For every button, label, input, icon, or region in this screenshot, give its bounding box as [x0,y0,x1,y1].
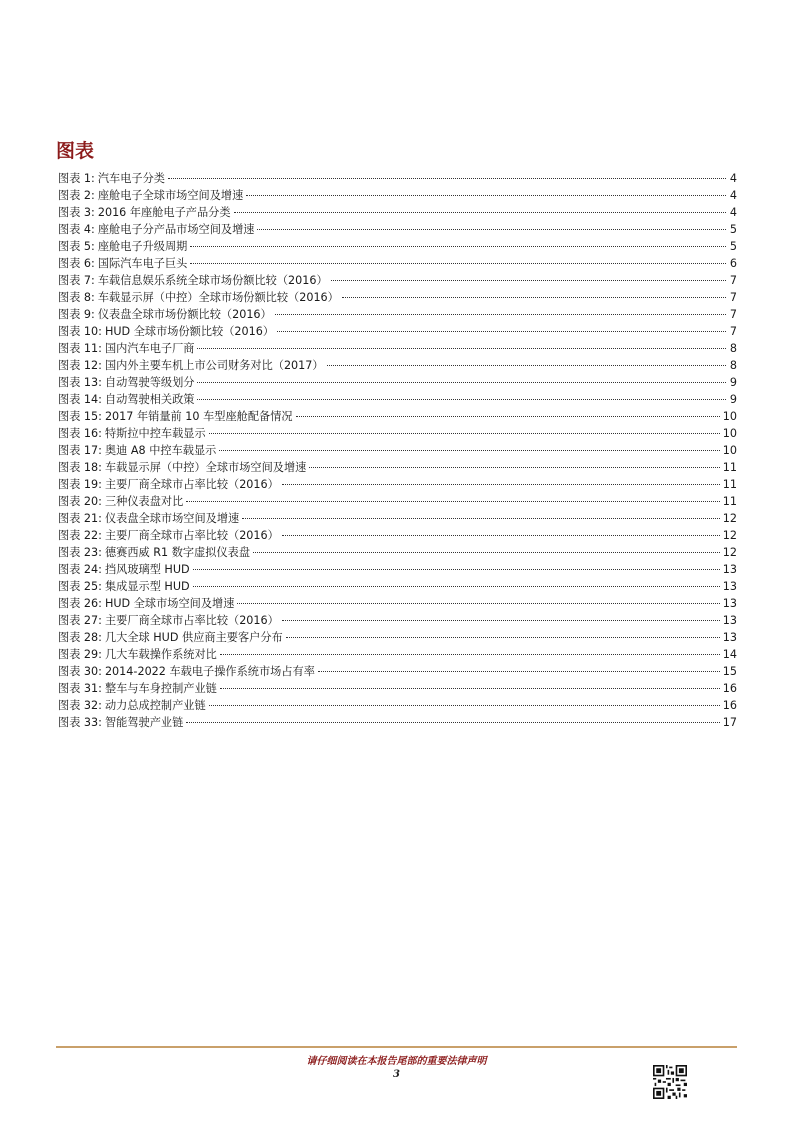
page-number: 3 [393,1069,400,1080]
figure-number: 图表 10: [58,325,102,338]
figure-number: 图表 21: [58,512,102,525]
dot-leader [277,331,726,332]
section-title: 图表 [56,140,95,162]
figure-title: HUD 全球市场空间及增速 [104,597,235,610]
figure-label [58,357,324,374]
page-ref: 4 [729,206,737,219]
dot-leader [242,518,720,519]
figure-label [58,544,250,561]
toc-entry[interactable] [58,663,737,680]
figure-label [58,323,274,340]
figure-number: 图表 22: [58,529,102,542]
footer-divider [56,1046,737,1048]
dot-leader [220,688,720,689]
figure-title: 座舱电子全球市场空间及增速 [97,189,244,202]
page-ref: 13 [722,580,737,593]
figure-title: 动力总成控制产业链 [104,699,206,712]
dot-leader [197,382,726,383]
dot-leader [209,433,720,434]
figure-title: 智能驾驶产业链 [104,716,184,729]
figure-title: 仪表盘全球市场份额比较（2016） [97,308,272,321]
figure-number: 图表 30: [58,665,102,678]
page-ref: 10 [722,444,737,457]
figure-label [58,629,283,646]
figure-label [58,408,293,425]
figure-title: 主要厂商全球市占率比较（2016） [104,478,279,491]
figure-title: 汽车电子分类 [97,172,165,185]
page-ref: 9 [729,376,737,389]
figure-title: 集成显示型 HUD [104,580,190,593]
figure-title: 车载显示屏（中控）全球市场空间及增速 [104,461,307,474]
figure-title: 2016 年座舱电子产品分类 [97,206,231,219]
dot-leader [190,246,726,247]
dot-leader [327,365,726,366]
figure-label [58,306,272,323]
figure-title: 整车与车身控制产业链 [104,682,217,695]
figure-label [58,204,231,221]
toc-entry[interactable] [58,714,737,731]
dot-leader [246,195,726,196]
page-ref: 7 [729,308,737,321]
figure-number: 图表 23: [58,546,102,559]
toc-entry[interactable] [58,170,737,187]
figure-label [58,221,254,238]
page-ref: 12 [722,512,737,525]
toc-entry[interactable] [58,680,737,697]
toc-entry[interactable] [58,255,737,272]
figure-label [58,340,194,357]
dot-leader [237,603,719,604]
toc-entry[interactable] [58,306,737,323]
figure-title: 座舱电子升级周期 [97,240,188,253]
toc-entry[interactable] [58,629,737,646]
toc-entry[interactable] [58,527,737,544]
toc-entry[interactable] [58,187,737,204]
figure-number: 图表 18: [58,461,102,474]
dot-leader [282,484,720,485]
figure-number: 图表 3: [58,206,95,219]
dot-leader [282,620,720,621]
toc-entry[interactable] [58,289,737,306]
page-ref: 12 [722,529,737,542]
figure-title: 座舱电子分产品市场空间及增速 [97,223,255,236]
figure-number: 图表 26: [58,597,102,610]
toc-entry[interactable] [58,238,737,255]
toc-entry[interactable] [58,374,737,391]
figure-title: 2014-2022 车载电子操作系统市场占有率 [104,665,315,678]
figure-number: 图表 12: [58,359,102,372]
dot-leader [296,416,720,417]
figure-label [58,714,183,731]
page-ref: 16 [722,682,737,695]
dot-leader [197,348,726,349]
figure-label [58,374,194,391]
figure-label [58,646,217,663]
figure-title: 三种仪表盘对比 [104,495,184,508]
figure-label [58,476,279,493]
dot-leader [318,671,720,672]
page-ref: 13 [722,631,737,644]
toc-entry[interactable] [58,646,737,663]
figure-title: 奥迪 A8 中控车载显示 [104,444,217,457]
figure-title: 车载显示屏（中控）全球市场份额比较（2016） [97,291,339,304]
figure-label [58,595,234,612]
dot-leader [253,552,720,553]
toc-entry[interactable] [58,221,737,238]
figure-label [58,272,328,289]
figure-title: 仪表盘全球市场空间及增速 [104,512,240,525]
figure-title: 几大全球 HUD 供应商主要客户分布 [104,631,283,644]
figure-label [58,510,239,527]
dot-leader [209,705,720,706]
page-ref: 8 [729,342,737,355]
dot-leader [186,501,719,502]
page-ref: 16 [722,699,737,712]
figure-label [58,238,187,255]
figure-label [58,255,187,272]
figure-number: 图表 17: [58,444,102,457]
page-ref: 12 [722,546,737,559]
toc-entry[interactable] [58,697,737,714]
figure-number: 图表 9: [58,308,95,321]
figure-title: 自动驾驶等级划分 [104,376,195,389]
figure-label [58,612,279,629]
figure-list [58,170,737,731]
page-ref: 8 [729,359,737,372]
page-ref: 15 [722,665,737,678]
figure-number: 图表 2: [58,189,95,202]
dot-leader [193,569,720,570]
figure-title: 国际汽车电子巨头 [97,257,188,270]
page-ref: 6 [729,257,737,270]
toc-entry[interactable] [58,442,737,459]
figure-label [58,425,206,442]
dot-leader [275,314,726,315]
toc-entry[interactable] [58,272,737,289]
figure-label [58,578,190,595]
dot-leader [282,535,720,536]
dot-leader [342,297,726,298]
toc-entry[interactable] [58,340,737,357]
toc-entry[interactable] [58,561,737,578]
figure-number: 图表 33: [58,716,102,729]
qr-code-icon [653,1065,687,1099]
toc-entry[interactable] [58,425,737,442]
figure-title: 国内外主要车机上市公司财务对比（2017） [104,359,324,372]
figure-title: HUD 全球市场份额比较（2016） [104,325,275,338]
figure-number: 图表 25: [58,580,102,593]
toc-entry[interactable] [58,357,737,374]
dot-leader [190,263,726,264]
figure-title: 特斯拉中控车载显示 [104,427,206,440]
dot-leader [168,178,726,179]
figure-title: 国内汽车电子厂商 [104,342,195,355]
dot-leader [193,586,720,587]
toc-entry[interactable] [58,510,737,527]
page-ref: 13 [722,614,737,627]
page-ref: 7 [729,325,737,338]
page-ref: 10 [722,410,737,423]
figure-number: 图表 11: [58,342,102,355]
figure-title: 车载信息娱乐系统全球市场份额比较（2016） [97,274,328,287]
figure-title: 2017 年销量前 10 车型座舱配备情况 [104,410,293,423]
figure-number: 图表 27: [58,614,102,627]
figure-number: 图表 13: [58,376,102,389]
figure-number: 图表 14: [58,393,102,406]
page-ref: 11 [722,478,737,491]
figure-number: 图表 20: [58,495,102,508]
page-ref: 17 [722,716,737,729]
dot-leader [309,467,719,468]
figure-title: 几大车载操作系统对比 [104,648,217,661]
figure-number: 图表 15: [58,410,102,423]
dot-leader [257,229,726,230]
figure-number: 图表 4: [58,223,95,236]
toc-entry[interactable] [58,204,737,221]
page-ref: 9 [729,393,737,406]
dot-leader [197,399,726,400]
figure-number: 图表 31: [58,682,102,695]
figure-title: 挡风玻璃型 HUD [104,563,190,576]
figure-label [58,459,306,476]
figure-number: 图表 24: [58,563,102,576]
figure-title: 主要厂商全球市占率比较（2016） [104,614,279,627]
dot-leader [186,722,719,723]
figure-number: 图表 5: [58,240,95,253]
figure-title: 自动驾驶相关政策 [104,393,195,406]
figure-label [58,561,190,578]
figure-number: 图表 28: [58,631,102,644]
toc-entry[interactable] [58,391,737,408]
page-ref: 11 [722,461,737,474]
figure-number: 图表 16: [58,427,102,440]
dot-leader [331,280,726,281]
dot-leader [286,637,720,638]
legal-notice: 请仔细阅读在本报告尾部的重要法律声明 [306,1056,487,1067]
toc-entry[interactable] [58,493,737,510]
toc-entry[interactable] [58,323,737,340]
figure-number: 图表 32: [58,699,102,712]
toc-entry[interactable] [58,408,737,425]
page-ref: 14 [722,648,737,661]
figure-label [58,187,243,204]
toc-entry[interactable] [58,595,737,612]
toc-entry[interactable] [58,459,737,476]
page-ref: 10 [722,427,737,440]
figure-number: 图表 1: [58,172,95,185]
toc-entry[interactable] [58,544,737,561]
dot-leader [234,212,726,213]
figure-label [58,663,315,680]
figure-label [58,442,216,459]
figure-number: 图表 7: [58,274,95,287]
page-ref: 13 [722,597,737,610]
figure-title: 德赛西威 R1 数字虚拟仪表盘 [104,546,251,559]
page-ref: 7 [729,274,737,287]
page-ref: 5 [729,240,737,253]
figure-label [58,170,165,187]
figure-label [58,527,279,544]
toc-entry[interactable] [58,578,737,595]
figure-label [58,289,339,306]
figure-label [58,391,194,408]
figure-label [58,680,217,697]
figure-number: 图表 8: [58,291,95,304]
page-ref: 5 [729,223,737,236]
figure-label [58,697,206,714]
page-ref: 7 [729,291,737,304]
toc-entry[interactable] [58,476,737,493]
dot-leader [220,654,720,655]
toc-entry[interactable] [58,612,737,629]
page-ref: 11 [722,495,737,508]
figure-title: 主要厂商全球市占率比较（2016） [104,529,279,542]
page-ref: 4 [729,172,737,185]
page-ref: 4 [729,189,737,202]
dot-leader [219,450,719,451]
figure-number: 图表 19: [58,478,102,491]
figure-label [58,493,183,510]
figure-number: 图表 29: [58,648,102,661]
page-ref: 13 [722,563,737,576]
figure-number: 图表 6: [58,257,95,270]
